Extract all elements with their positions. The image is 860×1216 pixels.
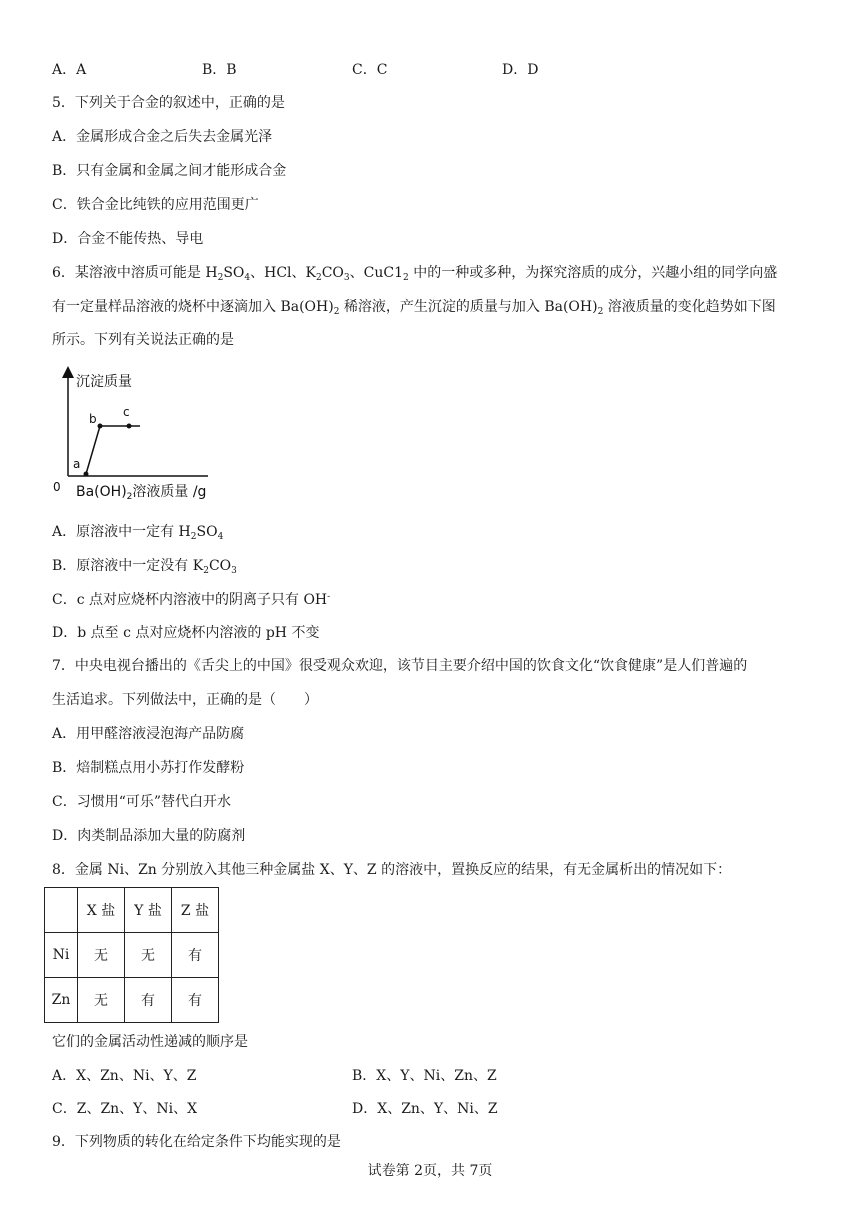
q5-stem: 5．下列关于合金的叙述中，正确的是 xyxy=(52,95,285,111)
table-cell: 无 xyxy=(125,933,172,978)
q7-stem-line1: 7．中央电视台播出的《舌尖上的中国》很受观众欢迎，该节目主要介绍中国的饮食文化“饮食健康”是人们普遍的 xyxy=(52,658,748,674)
q4-option-d: D．D xyxy=(502,62,539,78)
q7-option-a: A．用甲醛溶液浸泡海产品防腐 xyxy=(52,726,245,742)
q8-results-table xyxy=(44,887,219,1023)
table-header-cell: Y 盐 xyxy=(125,888,172,933)
table-header-cell: X 盐 xyxy=(78,888,125,933)
point-b xyxy=(98,424,103,429)
point-a-label: a xyxy=(73,457,81,471)
table-cell: 无 xyxy=(78,933,125,978)
q9-stem: 9．下列物质的转化在给定条件下均能实现的是 xyxy=(52,1134,341,1150)
q7-option-d: D．肉类制品添加大量的防腐剂 xyxy=(52,828,246,844)
x-axis-label: $Ba(OH)_2$溶液质量 /g xyxy=(76,484,207,502)
y-axis-label: 沉淀质量 xyxy=(76,374,132,390)
q5-option-c: C．铁合金比纯铁的应用范围更广 xyxy=(52,197,259,213)
q6-option-a: A．原溶液中一定有 $H_2SO_4$ xyxy=(52,524,224,542)
q6-stem-line2: 有一定量样品溶液的烧杯中逐滴加入 $Ba(OH)_2$ 稀溶液，产生沉淀的质量与加入 $Ba(OH)_2$ 溶液质量的变化趋势如下图 xyxy=(52,299,776,317)
page-footer: 试卷第 2页，共 7页 xyxy=(367,1163,493,1179)
table-header-cell: Z 盐 xyxy=(172,888,219,933)
q5-option-d: D．合金不能传热、导电 xyxy=(52,231,204,247)
table-header-row xyxy=(45,888,219,933)
q8-option-c: C．Z、Zn、Y、Ni、X xyxy=(52,1101,198,1117)
table-cell: 无 xyxy=(78,978,125,1023)
q7-option-c: C．习惯用“可乐”替代白开水 xyxy=(52,794,232,810)
table-row xyxy=(45,978,219,1023)
q6-stem-line3: 所示。下列有关说法正确的是 xyxy=(52,332,234,348)
point-c xyxy=(127,424,132,429)
q4-option-c: C．C xyxy=(352,62,388,78)
origin-label: 0 xyxy=(53,480,61,494)
q5-option-a: A．金属形成合金之后失去金属光泽 xyxy=(52,129,273,145)
q8-option-b: B．X、Y、Ni、Zn、Z xyxy=(352,1068,497,1084)
table-cell: Ni xyxy=(45,933,78,978)
q8-after-table: 它们的金属活动性递减的顺序是 xyxy=(52,1034,248,1050)
table-header-cell xyxy=(45,888,78,933)
table-cell: 有 xyxy=(125,978,172,1023)
q6-precipitate-graph xyxy=(48,366,218,506)
q4-option-a: A．A xyxy=(52,62,87,78)
q6-option-d: D．b 点至 c 点对应烧杯内溶液的 pH 不变 xyxy=(52,625,320,641)
precipitate-curve xyxy=(86,426,140,474)
q6-option-b: B．原溶液中一定没有 $K_2CO_3$ xyxy=(52,558,237,576)
q8-option-d: D．X、Zn、Y、Ni、Z xyxy=(352,1101,498,1117)
point-b-label: b xyxy=(89,412,97,426)
q4-option-b: B．B xyxy=(202,62,237,78)
q8-option-a: A．X、Zn、Ni、Y、Z xyxy=(52,1068,197,1084)
q6-option-c: C．c 点对应烧杯内溶液中的阴离子只有 OH- xyxy=(52,592,331,608)
q5-option-b: B．只有金属和金属之间才能形成合金 xyxy=(52,163,287,179)
q6-stem-line1: 6．某溶液中溶质可能是 $H_2SO_4$、HCl、$K_2CO_3$、$CuC1_2$ 中的一种或多种，为探究溶质的成分，兴趣小组的同学向盛 xyxy=(52,265,778,283)
table-cell: 有 xyxy=(172,933,219,978)
table-cell: 有 xyxy=(172,978,219,1023)
table-cell: Zn xyxy=(45,978,78,1023)
q7-stem-line2: 生活追求。下列做法中，正确的是（ ） xyxy=(52,692,318,708)
point-c-label: c xyxy=(123,405,130,419)
point-a xyxy=(84,472,89,477)
table-row xyxy=(45,933,219,978)
q8-stem: 8．金属 Ni、Zn 分别放入其他三种金属盐 X、Y、Z 的溶液中，置换反应的结果，有无金属析出的情况如下： xyxy=(52,862,732,878)
q7-option-b: B．焙制糕点用小苏打作发酵粉 xyxy=(52,760,245,776)
